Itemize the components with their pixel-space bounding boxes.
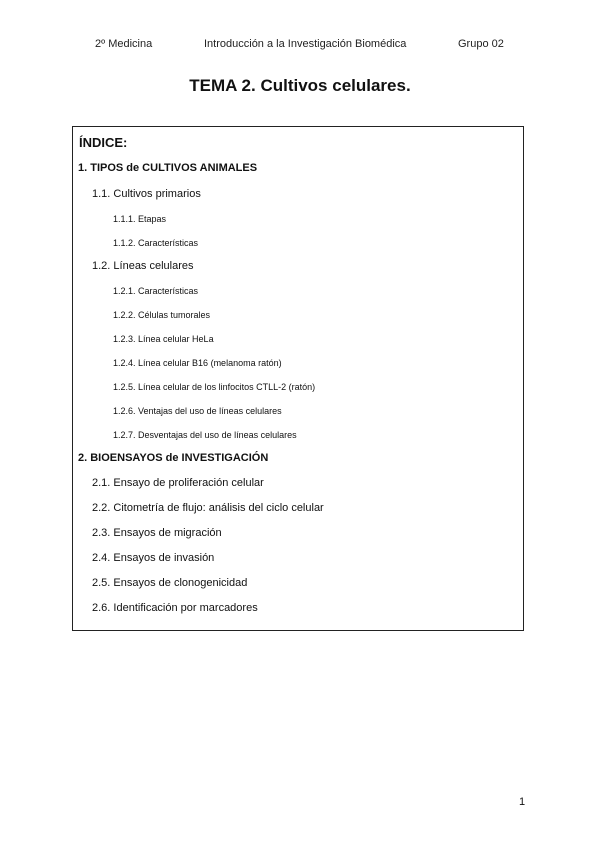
toc-entry: 2.5. Ensayos de clonogenicidad	[92, 577, 248, 589]
toc-entry: 1.2.5. Línea celular de los linfocitos CTLL-2 (ratón)	[113, 382, 316, 392]
toc-entry: 1.2.2. Células tumorales	[113, 310, 211, 320]
toc-entry: 1.2. Líneas celulares	[92, 260, 194, 272]
toc-entry: 1.2.3. Línea celular HeLa	[113, 334, 214, 344]
toc-entry: 2.6. Identificación por marcadores	[92, 602, 258, 614]
toc-entry: 2.4. Ensayos de invasión	[92, 552, 215, 564]
toc-entry: 1.1.1. Etapas	[113, 214, 167, 224]
toc-heading: ÍNDICE:	[79, 135, 128, 150]
toc-entry: 2.3. Ensayos de migración	[92, 527, 222, 539]
header-course: 2º Medicina	[95, 38, 153, 50]
toc-entry: 1.2.4. Línea celular B16 (melanoma ratón)	[113, 358, 282, 368]
toc-entry: 1. TIPOS de CULTIVOS ANIMALES	[78, 162, 258, 174]
header-group: Grupo 02	[458, 38, 504, 50]
page-number: 1	[519, 796, 526, 808]
toc-entry: 2.1. Ensayo de proliferación celular	[92, 477, 264, 489]
toc-entry: 1.1. Cultivos primarios	[92, 188, 201, 200]
toc-entry: 1.2.7. Desventajas del uso de líneas celulares	[113, 430, 297, 440]
toc-entry: 2. BIOENSAYOS de INVESTIGACIÓN	[78, 452, 269, 464]
toc-entry: 2.2. Citometría de flujo: análisis del ciclo celular	[92, 502, 324, 514]
toc-entry: 1.2.1. Características	[113, 286, 199, 296]
header-subject: Introducción a la Investigación Biomédica	[204, 38, 407, 50]
page-title: TEMA 2. Cultivos celulares.	[189, 76, 411, 95]
toc-entry: 1.1.2. Características	[113, 238, 199, 248]
table-of-contents	[72, 126, 524, 631]
toc-entry: 1.2.6. Ventajas del uso de líneas celulares	[113, 406, 282, 416]
